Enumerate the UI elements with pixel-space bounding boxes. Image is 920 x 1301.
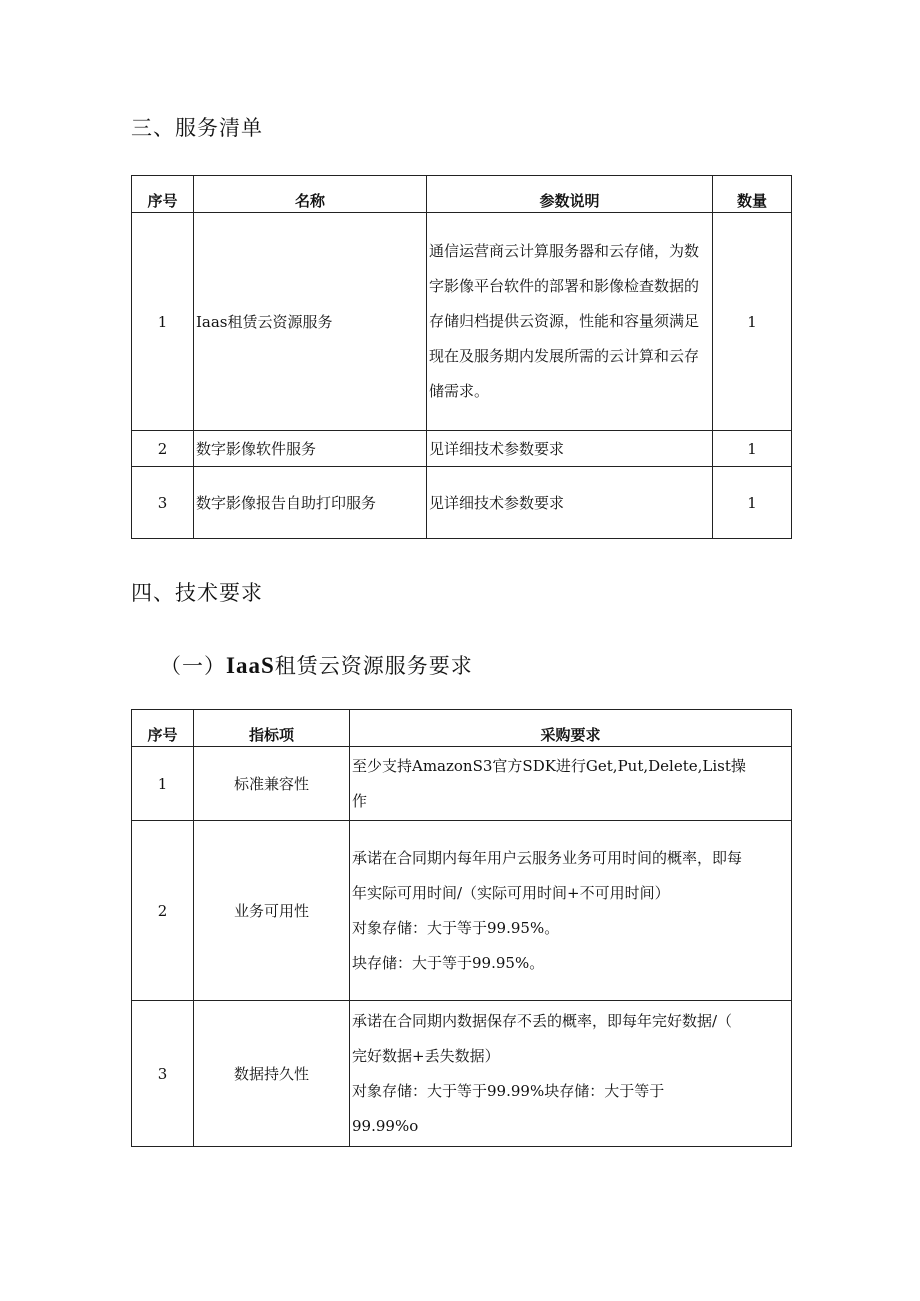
row-desc: 见详细技术参数要求 [427, 431, 713, 467]
subsection-rest: 租赁云资源服务要求 [274, 654, 473, 678]
table-header-row [132, 710, 792, 747]
header-qty: 数量 [713, 176, 792, 213]
req-line: 年实际可用时间/（实际可用时间+不可用时间） [352, 883, 670, 902]
row-no: 1 [132, 747, 194, 821]
section-3-title: 三、服务清单 [131, 116, 263, 140]
req-line: 完好数据+丢失数据） [352, 1046, 500, 1065]
table-row [132, 1001, 792, 1147]
row-requirement [350, 821, 792, 1001]
table-header-row [132, 176, 792, 213]
req-line: 承诺在合同期内每年用户云服务业务可用时间的概率，即每 [352, 848, 743, 867]
table-row [132, 467, 792, 539]
header-no: 序号 [132, 710, 194, 747]
row-no: 1 [132, 213, 194, 431]
row-no: 3 [132, 467, 194, 539]
row-no: 2 [132, 431, 194, 467]
subsection-prefix: （一） [160, 654, 226, 678]
table-row [132, 747, 792, 821]
subsection-bold: IaaS [226, 653, 275, 678]
row-requirement [350, 1001, 792, 1147]
header-requirement: 采购要求 [350, 710, 792, 747]
row-qty: 1 [713, 467, 792, 539]
row-no: 2 [132, 821, 194, 1001]
row-item: 业务可用性 [194, 821, 350, 1001]
req-line: 块存储：大于等于99.95%。 [352, 953, 545, 972]
subsection-title [160, 650, 473, 680]
table-row [132, 431, 792, 467]
row-desc: 通信运营商云计算服务器和云存储，为数字影像平台软件的部署和影像检查数据的存储归档提供云资源，性能和容量须满足现在及服务期内发展所需的云计算和云存储需求。 [427, 213, 713, 431]
header-name: 名称 [194, 176, 427, 213]
row-desc: 见详细技术参数要求 [427, 467, 713, 539]
req-line: 99.99%o [352, 1116, 419, 1135]
row-qty: 1 [713, 431, 792, 467]
row-no: 3 [132, 1001, 194, 1147]
req-line: 对象存储：大于等于99.95%。 [352, 918, 560, 937]
row-name: 数字影像报告自助打印服务 [194, 467, 427, 539]
row-qty: 1 [713, 213, 792, 431]
row-item: 数据持久性 [194, 1001, 350, 1147]
header-desc: 参数说明 [427, 176, 713, 213]
req-line: 承诺在合同期内数据保存不丢的概率，即每年完好数据/（ [352, 1011, 733, 1030]
service-list-table [131, 175, 792, 539]
row-item: 标准兼容性 [194, 747, 350, 821]
req-line: 至少支持AmazonS3官方SDK进行Get,Put,Delete,List操 [352, 756, 746, 775]
row-requirement [350, 747, 792, 821]
tech-requirements-table [131, 709, 792, 1147]
row-name: Iaas租赁云资源服务 [194, 213, 427, 431]
table-row [132, 821, 792, 1001]
header-no: 序号 [132, 176, 194, 213]
req-line: 对象存储：大于等于99.99%块存储：大于等于 [352, 1081, 665, 1100]
table-row [132, 213, 792, 431]
row-name: 数字影像软件服务 [194, 431, 427, 467]
header-item: 指标项 [194, 710, 350, 747]
req-line: 作 [352, 791, 368, 810]
section-4-title: 四、技术要求 [131, 581, 263, 605]
